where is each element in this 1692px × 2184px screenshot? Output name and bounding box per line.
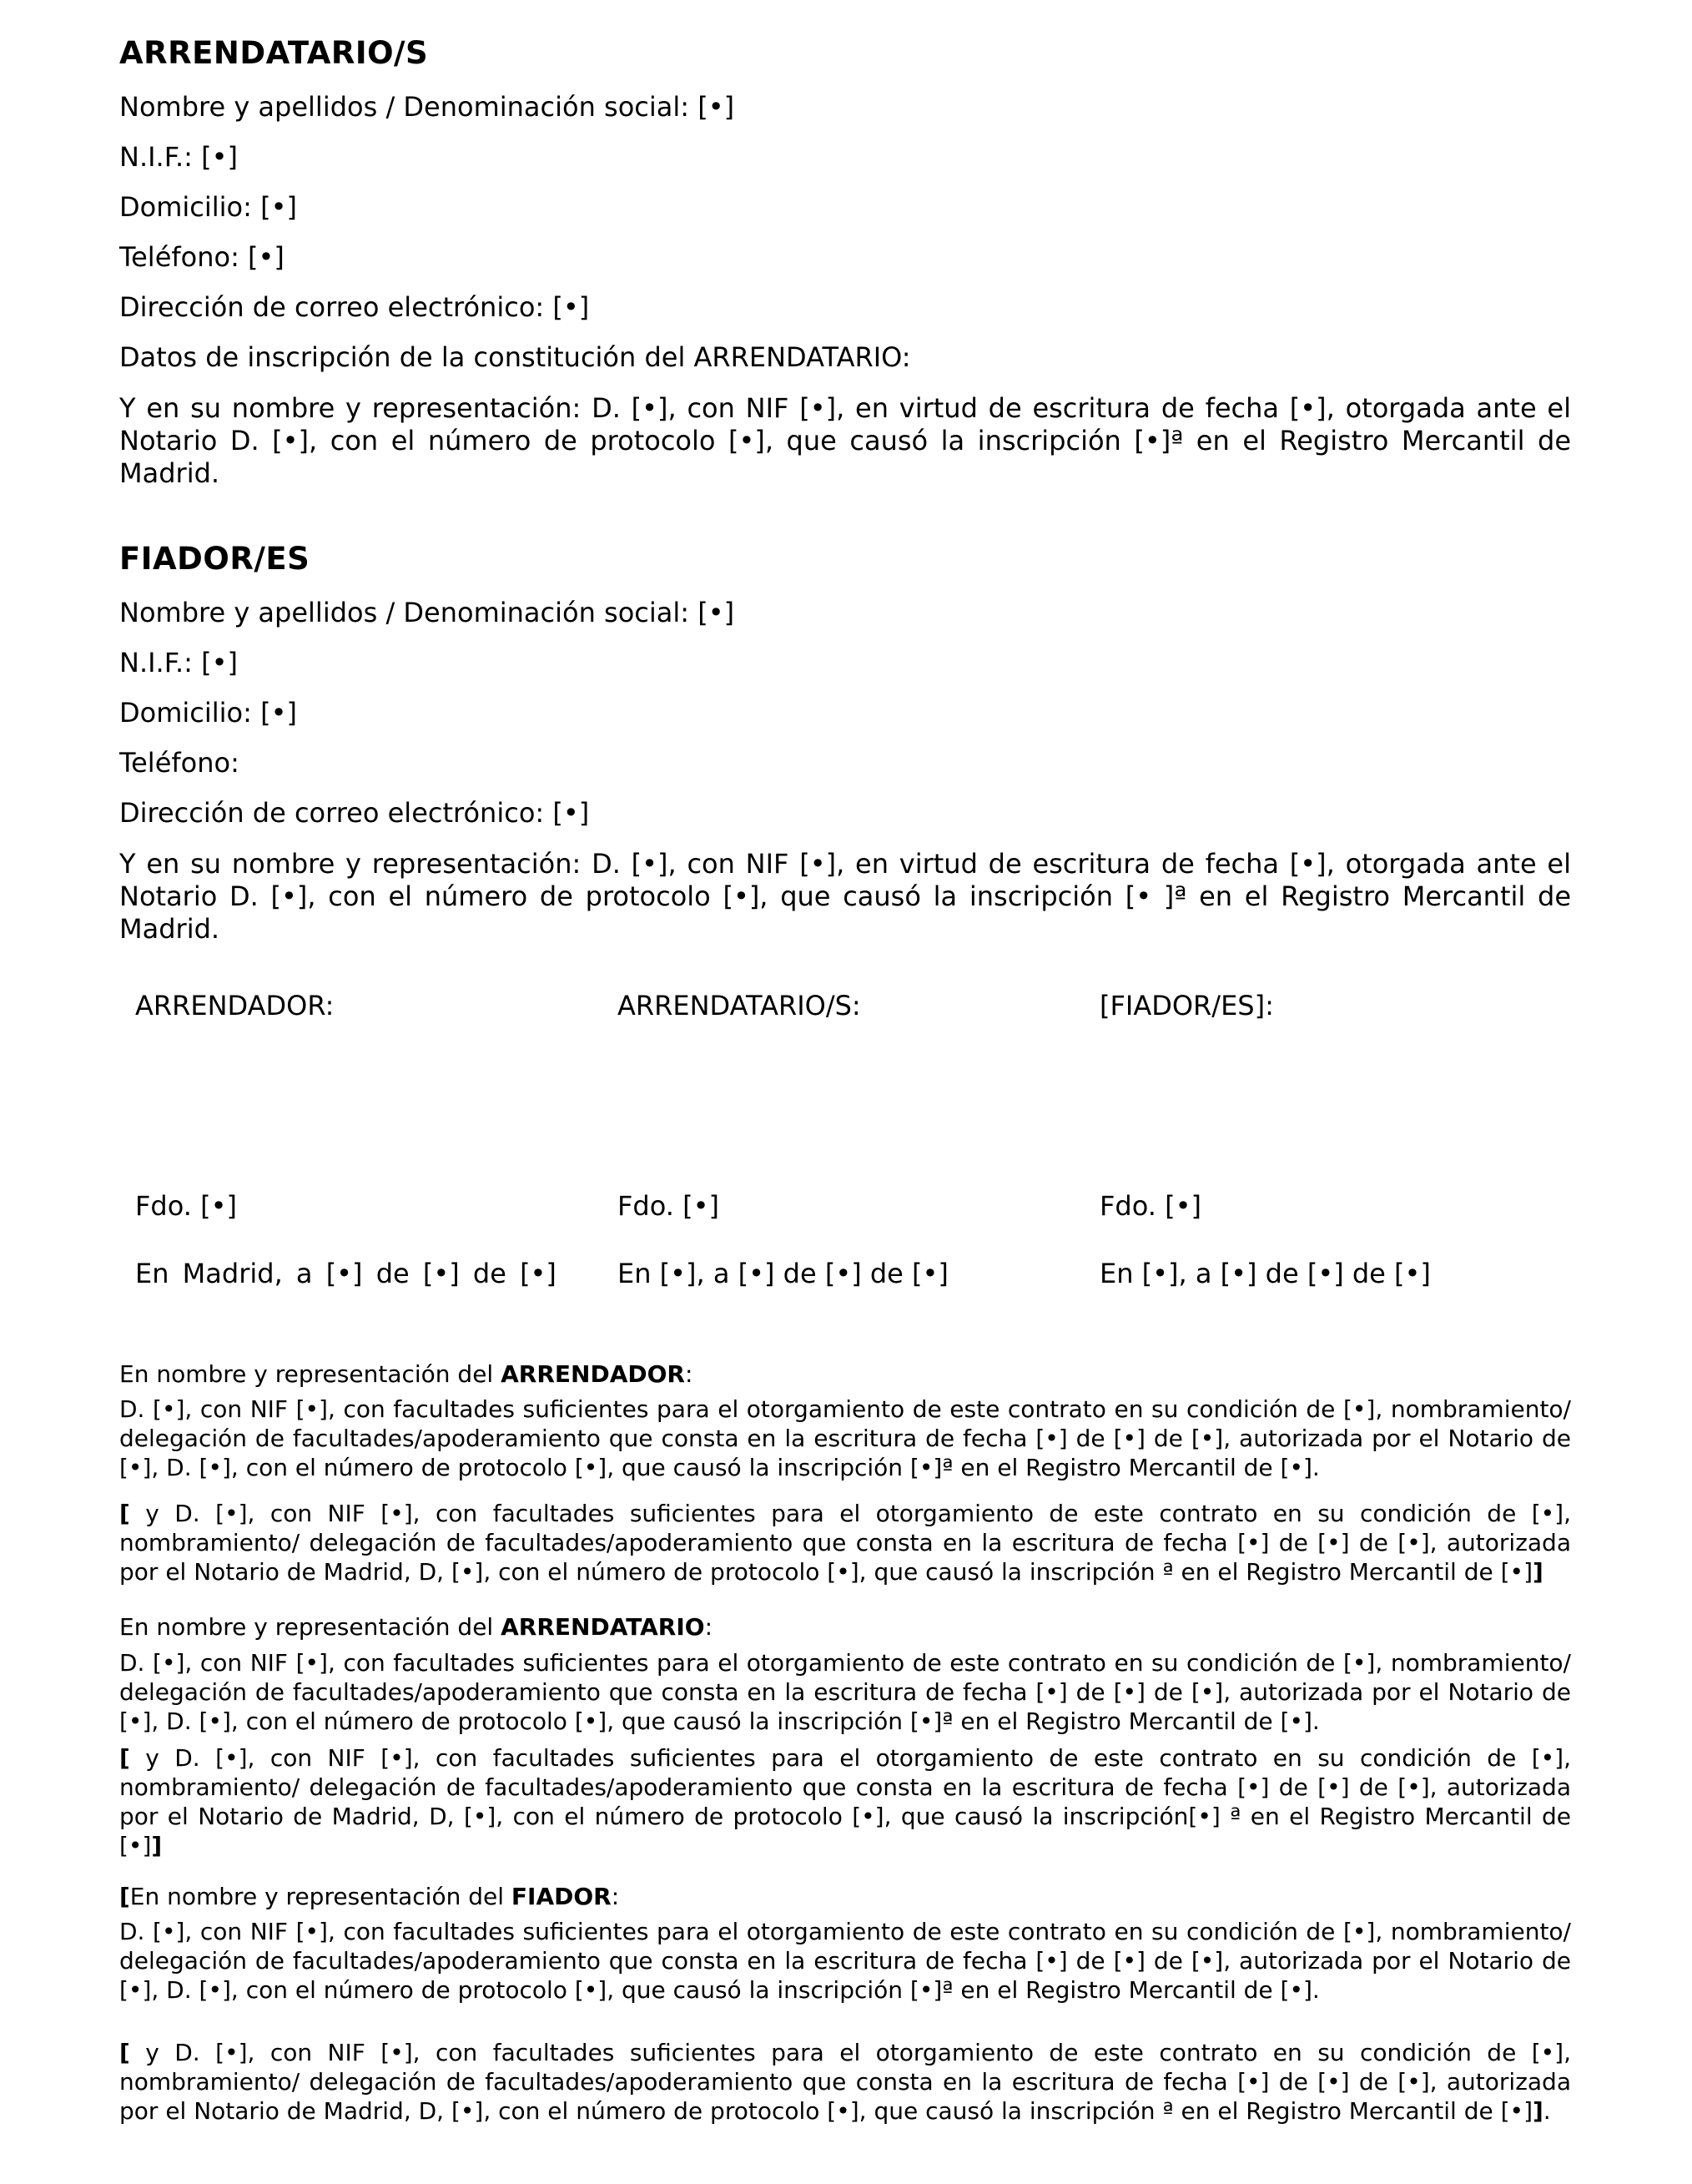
fiador-representacion: Y en su nombre y representación: D. [•], con NIF [•], en virtud de escritura de fecha [•], otorgada ante el Notario D. [•], con el número de protocolo [•], que causó la inscripción [• ]ª en el Registro Mercantil de Madrid. xyxy=(119,848,1571,945)
signature-label-arrendador: ARRENDADOR: xyxy=(135,990,335,1021)
arrendatario-telefono: Teléfono: [•] xyxy=(119,241,285,273)
rep-arrendatario-heading: En nombre y representación del ARRENDATARIO: xyxy=(119,1613,713,1641)
signature-fdo-arrendador: Fdo. [•] xyxy=(135,1190,237,1222)
fiador-nif: N.I.F.: [•] xyxy=(119,647,238,678)
arrendatario-representacion: Y en su nombre y representación: D. [•], con NIF [•], en virtud de escritura de fecha [•], otorgada ante el Notario D. [•], con el número de protocolo [•], que causó la inscripción [•]ª en el Registro Mercantil de Madrid. xyxy=(119,392,1571,489)
signature-fdo-fiador: Fdo. [•] xyxy=(1100,1190,1201,1222)
rep-arrendatario-paragraph-1: D. [•], con NIF [•], con facultades suficientes para el otorgamiento de este contrato en su condición de [•], nombramiento/ delegación de facultades/apoderamiento que consta en la escritura de fecha [•] de [•] de [•], autorizada por el Notario de [•], D. [•], con el número de protocolo [•], que causó la inscripción [•]ª en el Registro Mercantil de [•]. xyxy=(119,1649,1571,1735)
fiador-heading: FIADOR/ES xyxy=(119,541,310,577)
rep-arrendador-paragraph-2: [ y D. [•], con NIF [•], con facultades suficientes para el otorgamiento de este contrato en su condición de [•], nombramiento/ delegación de facultades/apoderamiento que consta en la escritura de fecha [•] de [•] de [•], autorizada por el Notario de Madrid, D, [•], con el número de protocolo [•], que causó la inscripción ª en el Registro Mercantil de [•]] xyxy=(119,1500,1571,1586)
arrendatario-domicilio: Domicilio: [•] xyxy=(119,191,297,223)
fiador-nombre: Nombre y apellidos / Denominación social: [•] xyxy=(119,597,735,628)
arrendatario-inscripcion: Datos de inscripción de la constitución del ARRENDATARIO: xyxy=(119,341,911,373)
rep-fiador-paragraph-1: D. [•], con NIF [•], con facultades suficientes para el otorgamiento de este contrato en su condición de [•], nombramiento/ delegación de facultades/apoderamiento que consta en la escritura de fecha [•] de [•] de [•], autorizada por el Notario de [•], D. [•], con el número de protocolo [•], que causó la inscripción [•]ª en el Registro Mercantil de [•]. xyxy=(119,1918,1571,2004)
signature-label-fiador: [FIADOR/ES]: xyxy=(1100,990,1274,1021)
fiador-domicilio: Domicilio: [•] xyxy=(119,697,297,729)
rep-arrendador-paragraph-1: D. [•], con NIF [•], con facultades suficientes para el otorgamiento de este contrato en su condición de [•], nombramiento/ delegación de facultades/apoderamiento que consta en la escritura de fecha [•] de [•] de [•], autorizada por el Notario de [•], D. [•], con el número de protocolo [•], que causó la inscripción [•]ª en el Registro Mercantil de [•]. xyxy=(119,1395,1571,1481)
rep-fiador-paragraph-2: [ y D. [•], con NIF [•], con facultades suficientes para el otorgamiento de este contrato en su condición de [•], nombramiento/ delegación de facultades/apoderamiento que consta en la escritura de fecha [•] de [•] de [•], autorizada por el Notario de Madrid, D, [•], con el número de protocolo [•], que causó la inscripción ª en el Registro Mercantil de [•]]. xyxy=(119,2039,1571,2125)
fiador-telefono: Teléfono: xyxy=(119,747,239,779)
rep-arrendador-heading: En nombre y representación del ARRENDADOR: xyxy=(119,1360,693,1388)
arrendatario-email: Dirección de correo electrónico: [•] xyxy=(119,291,590,323)
signature-lugar-arrendador: En Madrid, a [•] de [•] de [•] xyxy=(135,1258,556,1289)
arrendatario-nombre: Nombre y apellidos / Denominación social: [•] xyxy=(119,91,735,123)
arrendatario-nif: N.I.F.: [•] xyxy=(119,141,238,173)
signature-fdo-arrendatario: Fdo. [•] xyxy=(617,1190,719,1222)
signature-lugar-fiador: En [•], a [•] de [•] de [•] xyxy=(1100,1258,1431,1289)
rep-arrendatario-paragraph-2: [ y D. [•], con NIF [•], con facultades suficientes para el otorgamiento de este contrato en su condición de [•], nombramiento/ delegación de facultades/apoderamiento que consta en la escritura de fecha [•] de [•] de [•], autorizada por el Notario de Madrid, D, [•], con el número de protocolo [•], que causó la inscripción[•] ª en el Registro Mercantil de [•]] xyxy=(119,1744,1571,1859)
signature-label-arrendatario: ARRENDATARIO/S: xyxy=(617,990,861,1021)
signature-lugar-arrendatario: En [•], a [•] de [•] de [•] xyxy=(617,1258,949,1289)
arrendatario-heading: ARRENDATARIO/S xyxy=(119,35,429,71)
fiador-email: Dirección de correo electrónico: [•] xyxy=(119,797,590,829)
rep-fiador-heading: [En nombre y representación del FIADOR: xyxy=(119,1883,620,1910)
